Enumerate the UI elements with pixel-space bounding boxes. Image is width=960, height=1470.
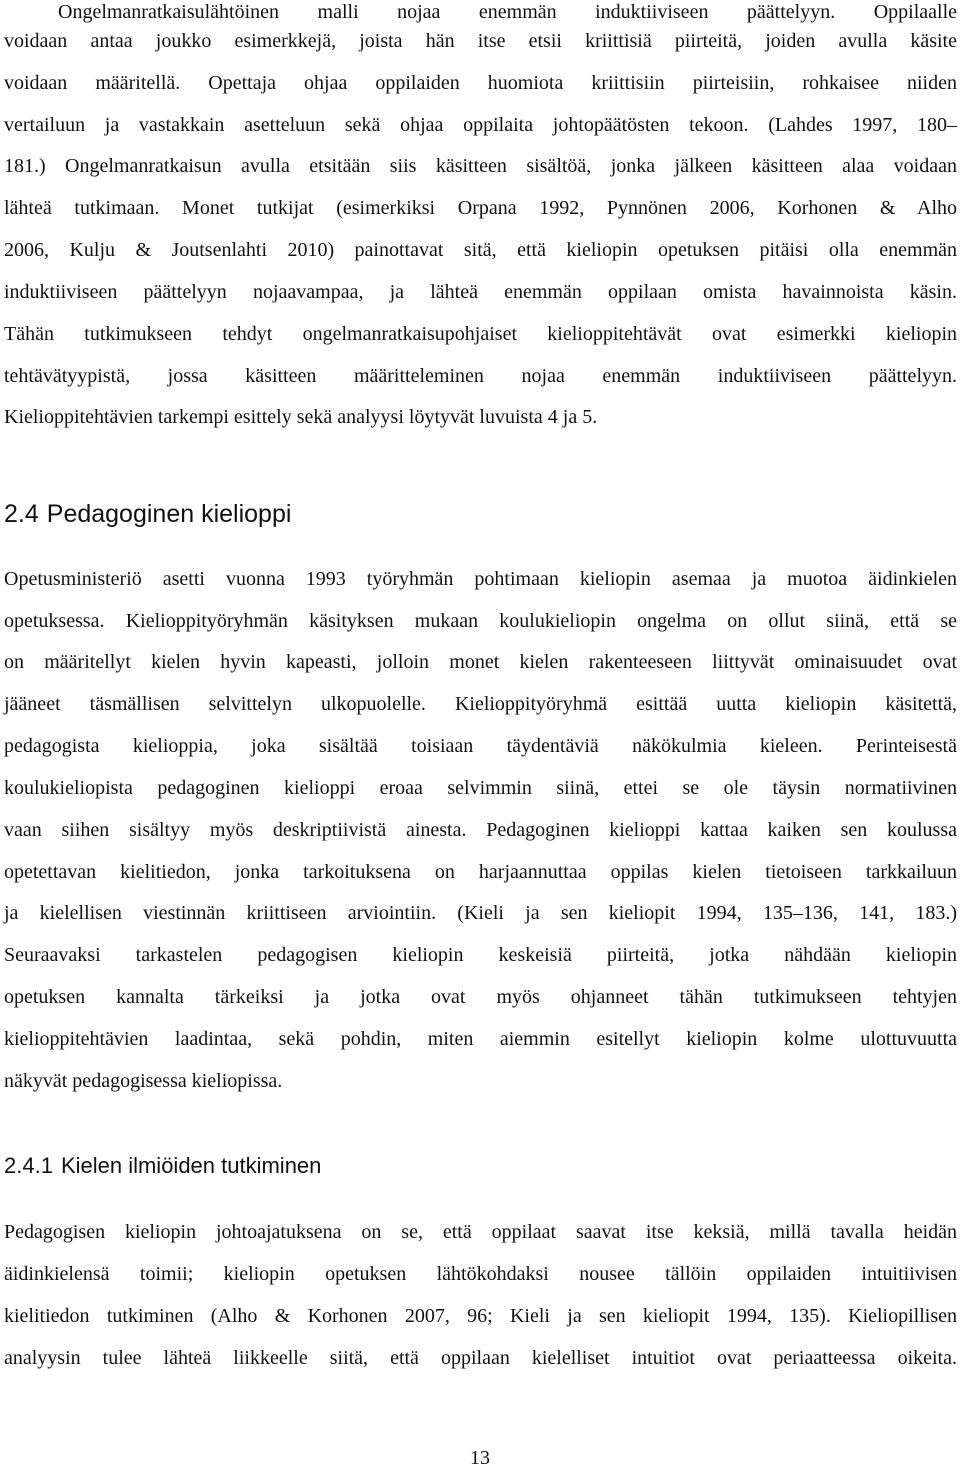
text-line: opetuksen kannalta tärkeiksi ja jotka ovat myös ohjanneet tähän tutkimukseen tehtyjen xyxy=(4,986,957,1008)
text-line: äidinkielensä toimii; kieliopin opetuksen lähtökohdaksi nousee tällöin oppilaiden intuitiivisen xyxy=(4,1263,957,1285)
text-line: Pedagogisen kieliopin johtoajatuksena on se, että oppilaat saavat itse keksiä, millä tavalla heidän xyxy=(4,1221,957,1243)
text-line: on määritellyt kielen hyvin kapeasti, jolloin monet kielen rakenteeseen liittyvät ominaisuudet ovat xyxy=(4,651,957,673)
text-line: opetettavan kielitiedon, jonka tarkoituksena on harjaannuttaa oppilas kielen tietoiseen tarkkailuun xyxy=(4,861,957,883)
text-line: Kielioppitehtävien tarkempi esittely sekä analyysi löytyvät luvuista 4 ja 5. xyxy=(4,406,598,428)
text-line: Seuraavaksi tarkastelen pedagogisen kieliopin keskeisiä piirteitä, jotka nähdään kieliopin xyxy=(4,944,957,966)
section-title: Kielen ilmiöiden tutkiminen xyxy=(60,1153,322,1178)
text-line: jääneet täsmällisen selvittelyn ulkopuolelle. Kielioppityöryhmä esittää uutta kieliopin käsitettä, xyxy=(4,693,957,715)
text-line: vertailuun ja vastakkain asetteluun sekä ohjaa oppilaita johtopäätösten tekoon. (Lahdes 1997, 180– xyxy=(4,114,957,136)
text-line: pedagogista kielioppia, joka sisältää toisiaan täydentäviä näkökulmia kieleen. Perinteisestä xyxy=(4,735,957,757)
text-line: opetuksessa. Kielioppityöryhmän käsityksen mukaan koulukieliopin ongelma on ollut siinä, että se xyxy=(4,610,957,632)
text-line: voidaan antaa joukko esimerkkejä, joista hän itse etsii kriittisiä piirteitä, joiden avulla käsite xyxy=(4,30,957,52)
text-line: ja kielellisen viestinnän kriittiseen arviointiin. (Kieli ja sen kieliopit 1994, 135–136, 141, 183.) xyxy=(4,902,957,924)
text-line: lähteä tutkimaan. Monet tutkijat (esimerkiksi Orpana 1992, Pynnönen 2006, Korhonen & Alho xyxy=(4,197,957,219)
text-line: analyysin tulee lähteä liikkeelle siitä, että oppilaan kielelliset intuitiot ovat periaatteessa oikeita. xyxy=(4,1347,957,1369)
text-line: Opetusministeriö asetti vuonna 1993 työryhmän pohtimaan kieliopin asemaa ja muotoa äidinkielen xyxy=(4,568,957,590)
text-line: vaan siihen sisältyy myös deskriptiivistä ainesta. Pedagoginen kielioppi kattaa kaiken sen koulussa xyxy=(4,819,957,841)
text-line: Ongelmanratkaisulähtöinen malli nojaa enemmän induktiiviseen päättelyyn. Oppilaalle xyxy=(58,1,957,23)
section-heading-pedagoginen-kielioppi xyxy=(4,499,291,529)
section-number: 2.4 xyxy=(4,500,39,528)
section-number: 2.4.1 xyxy=(4,1153,53,1178)
text-line: Tähän tutkimukseen tehdyt ongelmanratkaisupohjaiset kielioppitehtävät ovat esimerkki kieliopin xyxy=(4,323,957,345)
text-line: 2006, Kulju & Joutsenlahti 2010) painottavat sitä, että kieliopin opetuksen pitäisi olla enemmän xyxy=(4,239,957,261)
section-title: Pedagoginen kielioppi xyxy=(46,500,292,528)
text-line: kielioppitehtävien laadintaa, sekä pohdin, miten aiemmin esitellyt kieliopin kolme ulottuvuutta xyxy=(4,1028,957,1050)
text-line: koulukieliopista pedagoginen kielioppi eroaa selvimmin siinä, ettei se ole täysin normatiivinen xyxy=(4,777,957,799)
subsection-heading-kielen-ilmioiden-tutkiminen xyxy=(4,1152,321,1180)
text-line: näkyvät pedagogisessa kieliopissa. xyxy=(4,1070,283,1092)
text-line: tehtävätyypistä, jossa käsitteen määritteleminen nojaa enemmän induktiiviseen päättelyyn. xyxy=(4,365,957,387)
text-line: 181.) Ongelmanratkaisun avulla etsitään siis käsitteen sisältöä, jonka jälkeen käsitteen alaa voidaan xyxy=(4,155,957,177)
text-line: induktiiviseen päättelyyn nojaavampaa, ja lähteä enemmän oppilaan omista havainnoista käsin. xyxy=(4,281,957,303)
text-line: kielitiedon tutkiminen (Alho & Korhonen 2007, 96; Kieli ja sen kieliopit 1994, 135). Kieliopillisen xyxy=(4,1305,957,1327)
page-number: 13 xyxy=(470,1447,490,1469)
text-line: voidaan määritellä. Opettaja ohjaa oppilaiden huomiota kriittisiin piirteisiin, rohkaisee niiden xyxy=(4,72,957,94)
